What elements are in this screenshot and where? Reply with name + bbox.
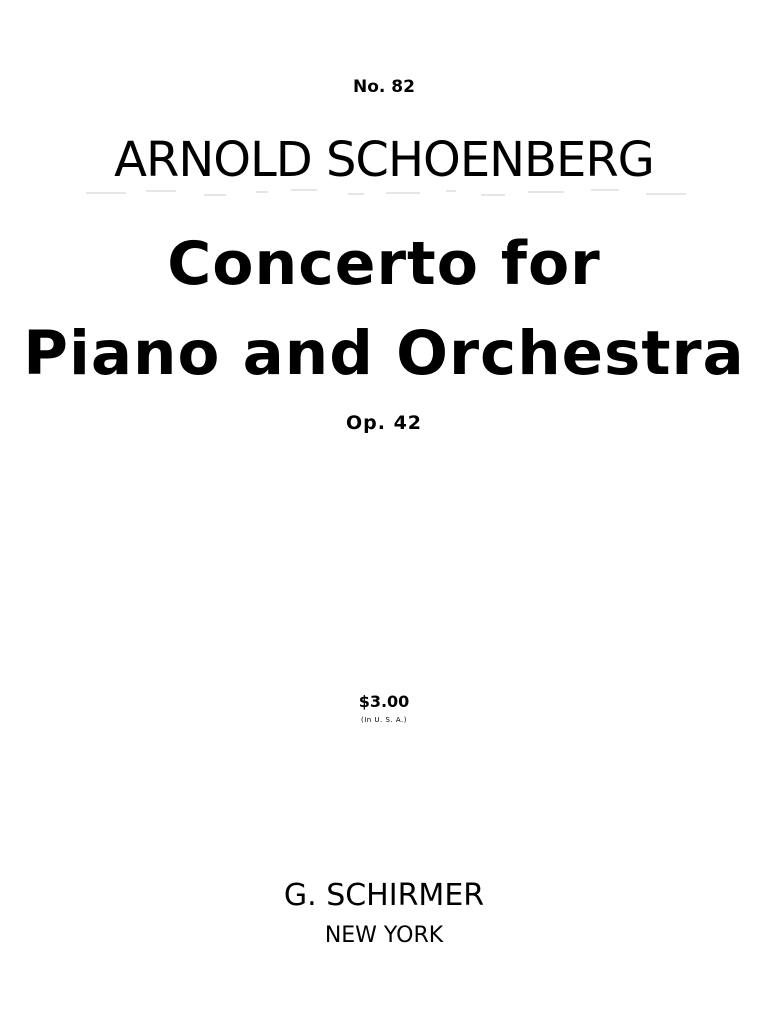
publisher-city: NEW YORK [324, 923, 444, 948]
title-line-2: Piano and Orchestra [23, 318, 745, 389]
publisher-name: G. SCHIRMER [283, 878, 485, 913]
price: $3.00 [358, 692, 410, 711]
title-line-1: Concerto for [167, 229, 601, 299]
opus-number: Op. 42 [345, 412, 423, 434]
faint-bleed-through-marks [86, 186, 726, 216]
series-number: No. 82 [353, 77, 415, 97]
composer-name: ARNOLD SCHOENBERG [114, 132, 654, 188]
price-note: (In U. S. A.) [360, 716, 408, 724]
